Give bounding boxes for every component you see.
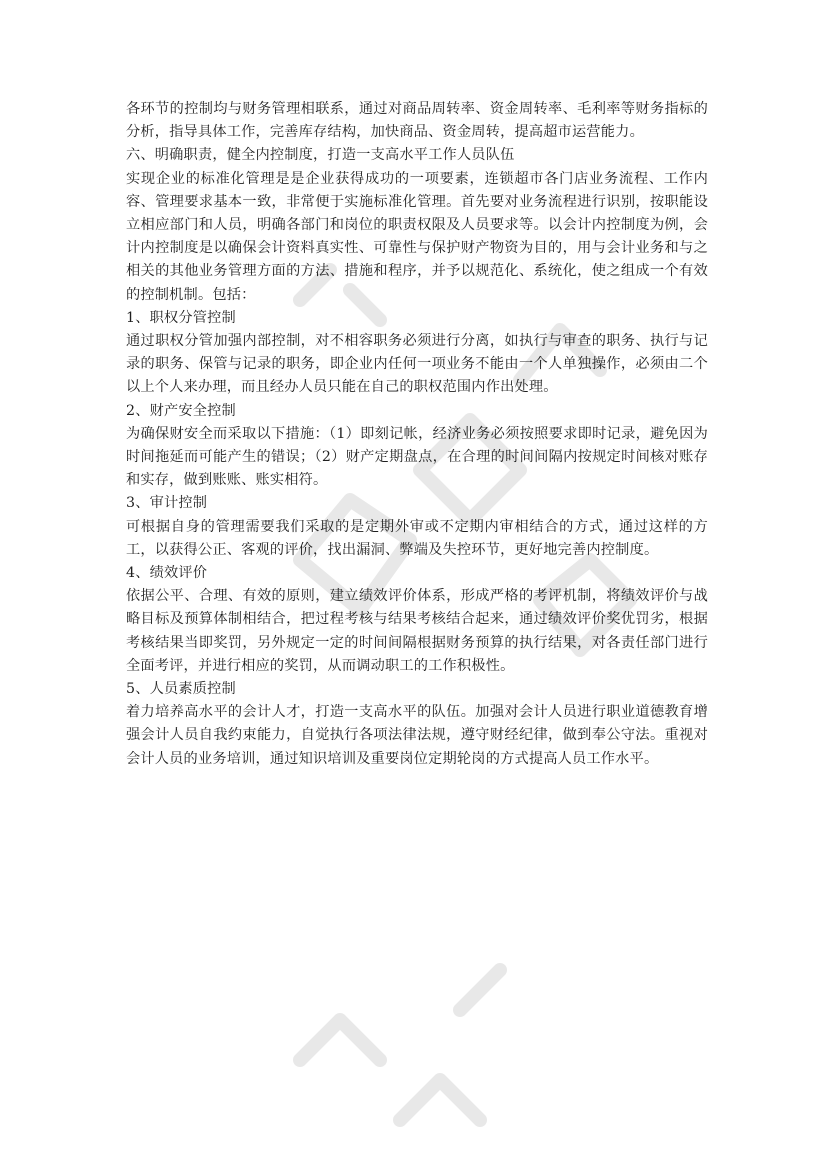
subsection-heading: 4、绩效评价 — [126, 565, 208, 582]
section-heading: 六、明确职责，健全内控制度，打造一支高水平工作人员队伍 — [126, 147, 515, 164]
subsection-heading: 3、审计控制 — [126, 495, 208, 512]
paragraph: 各环节的控制均与财务管理相联系，通过对商品周转率、资金周转率、毛利率等财务指标的分析，指导具体工作，完善库存结构，加快商品、资金周转，提高超市运营能力。 — [126, 101, 708, 141]
paragraph: 依据公平、合理、有效的原则，建立绩效评价体系，形成严格的考评机制，将绩效评价与战略目标及预算体制相结合，把过程考核与结果考核结合起来，通过绩效评价奖优罚劣，根据考核结果当即奖罚，另外规定一定的时间间隔根据财务预算的执行结果，对各责任部门进行全面考评，并进行相应的奖罚，从而调动职工的工作积极性。 — [126, 588, 708, 674]
subsection-heading: 2、财产安全控制 — [126, 402, 236, 419]
paragraph: 通过职权分管加强内部控制，对不相容职务必须进行分离，如执行与审查的职务、执行与记录的职务、保管与记录的职务，即企业内任何一项业务不能由一个人单独操作，必须由二个以上个人来办理，而且经办人员只能在自己的职权范围内作出处理。 — [126, 333, 708, 396]
subsection-heading: 5、人员素质控制 — [126, 681, 236, 698]
subsection-heading: 1、职权分管控制 — [126, 309, 236, 326]
paragraph: 实现企业的标准化管理是是企业获得成功的一项要素，连锁超市各门店业务流程、工作内容、管理要求基本一致，非常便于实施标准化管理。首先要对业务流程进行识别，按职能设立相应部门和人员，明确各部门和岗位的职责权限及人员要求等。以会计内控制度为例，会计内控制度是以确保会计资料真实性、可靠性与保护财产物资为目的，用与会计业务和与之相关的其他业务管理方面的方法、措施和程序，并予以规范化、系统化，使之组成一个有效的控制机制。包括： — [126, 170, 708, 303]
paragraph: 着力培养高水平的会计人才，打造一支高水平的队伍。加强对会计人员进行职业道德教育增强会计人员自我约束能力，自觉执行各项法律法规，遵守财经纪律，做到奉公守法。重视对会计人员的业务培训，通过知识培训及重要岗位定期轮岗的方式提高人员工作水平。 — [126, 704, 708, 767]
paragraph: 为确保财安全而采取以下措施：（1）即刻记帐，经济业务必须按照要求即时记录，避免因为时间拖延而可能产生的错误；（2）财产定期盘点，在合理的时间间隔内按规定时间核对账存和实存，做到账账、账实相符。 — [126, 425, 708, 489]
paragraph: 可根据自身的管理需要我们采取的是定期外审或不定期内审相结合的方式，通过这样的方工，以获得公正、客观的评价，找出漏洞、弊端及失控环节，更好地完善内控制度。 — [126, 518, 708, 558]
document-body — [126, 98, 708, 771]
